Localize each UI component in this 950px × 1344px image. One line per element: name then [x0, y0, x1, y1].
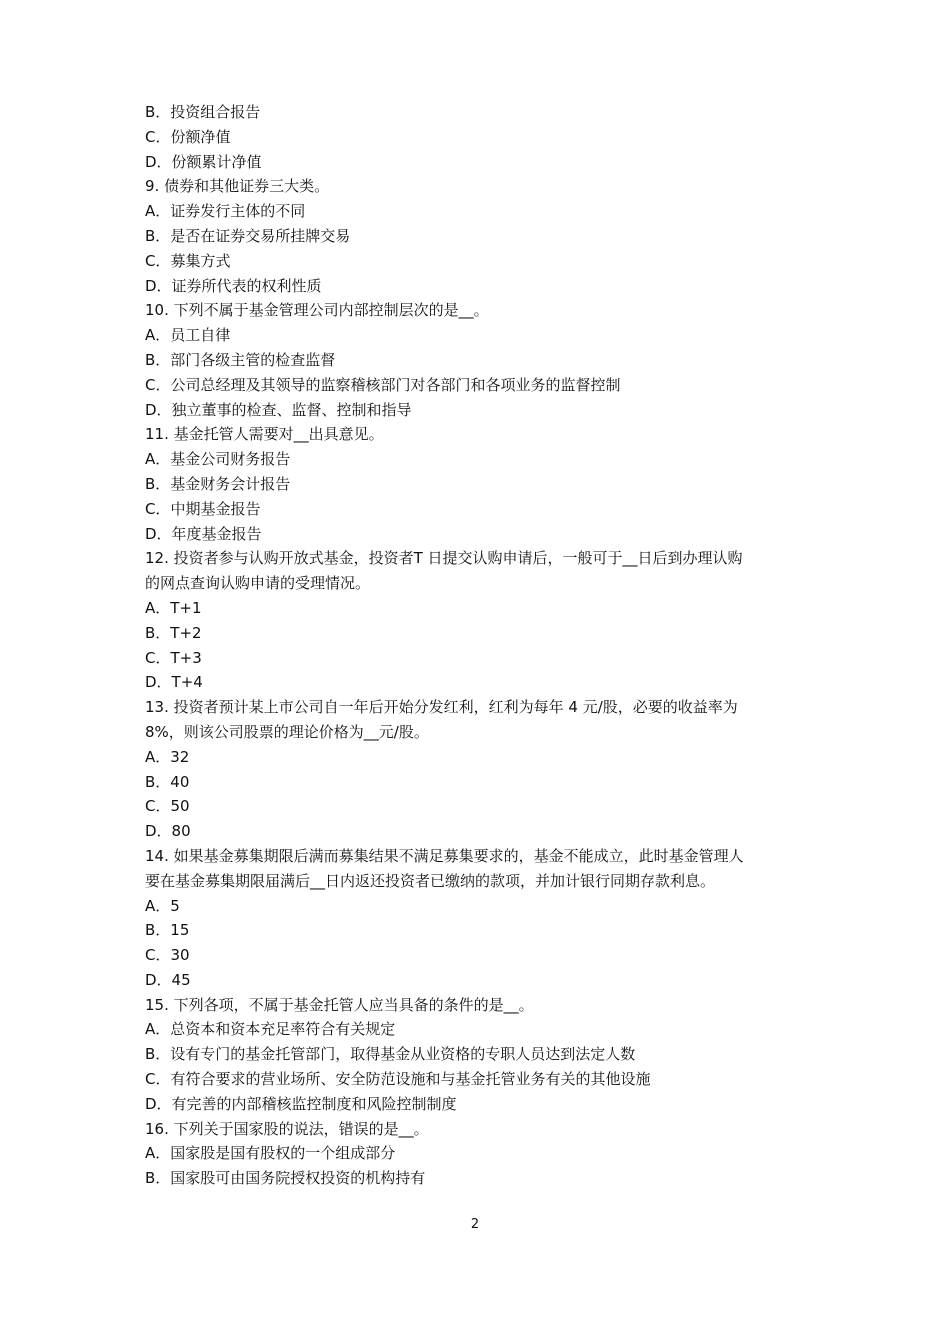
text-line: C．公司总经理及其领导的监察稽核部门对各部门和各项业务的监督控制: [145, 375, 621, 394]
text-line: 11. 基金托管人需要对__出具意见。: [145, 425, 384, 444]
text-line: D．证券所代表的权利性质: [145, 276, 322, 295]
text-line: A．5: [145, 896, 180, 915]
text-line: C．中期基金报告: [145, 499, 261, 518]
text-line: A．32: [145, 747, 190, 766]
text-line: B．15: [145, 921, 190, 940]
text-line: A．基金公司财务报告: [145, 450, 291, 469]
text-line: D．份额累计净值: [145, 152, 262, 171]
text-line: A．证券发行主体的不同: [145, 202, 306, 221]
text-line: C．有符合要求的营业场所、安全防范设施和与基金托管业务有关的其他设施: [145, 1070, 651, 1089]
text-line: B．投资组合报告: [145, 103, 261, 121]
text-line: C．50: [145, 797, 190, 816]
text-line: D．T+4: [145, 673, 203, 692]
text-line: A．国家股是国有股权的一个组成部分: [145, 1144, 396, 1163]
text-line: 10. 下列不属于基金管理公司内部控制层次的是__。: [145, 301, 489, 320]
document-body: [145, 100, 817, 1191]
text-line: 14. 如果基金募集期限后满而募集结果不满足募集要求的，基金不能成立，此时基金管理人: [145, 846, 744, 865]
text-line: 9. 债券和其他证券三大类。: [145, 177, 330, 196]
text-line: 8%，则该公司股票的理论价格为__元/股。: [145, 722, 429, 741]
text-line: B．40: [145, 772, 190, 791]
text-line: B．国家股可由国务院授权投资的机构持有: [145, 1169, 426, 1188]
text-line: C．T+3: [145, 648, 202, 667]
text-line: 16. 下列关于国家股的说法，错误的是__。: [145, 1119, 429, 1138]
text-line: 13. 投资者预计某上市公司自一年后开始分发红利，红利为每年 4 元/股，必要的收益率为: [145, 698, 738, 717]
text-line: D．独立董事的检查、监督、控制和指导: [145, 400, 412, 419]
text-line: 12. 投资者参与认购开放式基金，投资者T 日提交认购申请后，一般可于__日后到办理认购: [145, 549, 743, 568]
text-line: B．基金财务会计报告: [145, 474, 291, 493]
page-number: 2: [470, 1217, 480, 1232]
text-line: A．总资本和资本充足率符合有关规定: [145, 1020, 396, 1039]
text-line: D．年度基金报告: [145, 524, 262, 543]
text-line: B．设有专门的基金托管部门，取得基金从业资格的专职人员达到法定人数: [145, 1045, 636, 1064]
text-line: C．募集方式: [145, 251, 231, 270]
text-line: D．45: [145, 970, 191, 989]
text-line: B．T+2: [145, 623, 202, 642]
text-line: B．部门各级主管的检查监督: [145, 350, 336, 369]
text-line: A．T+1: [145, 598, 202, 617]
text-line: D．80: [145, 822, 191, 841]
text-line: B．是否在证券交易所挂牌交易: [145, 226, 351, 245]
text-line: A．员工自律: [145, 326, 231, 345]
text-line: C．份额净值: [145, 127, 231, 146]
text-line: 15. 下列各项，不属于基金托管人应当具备的条件的是__。: [145, 995, 534, 1014]
text-line: 要在基金募集期限届满后__日内返还投资者已缴纳的款项，并加计银行同期存款利息。: [145, 871, 716, 890]
text-line: C．30: [145, 946, 190, 965]
text-line: D．有完善的内部稽核监控制度和风险控制制度: [145, 1094, 457, 1113]
text-line: 的网点查询认购申请的受理情况。: [145, 574, 371, 593]
